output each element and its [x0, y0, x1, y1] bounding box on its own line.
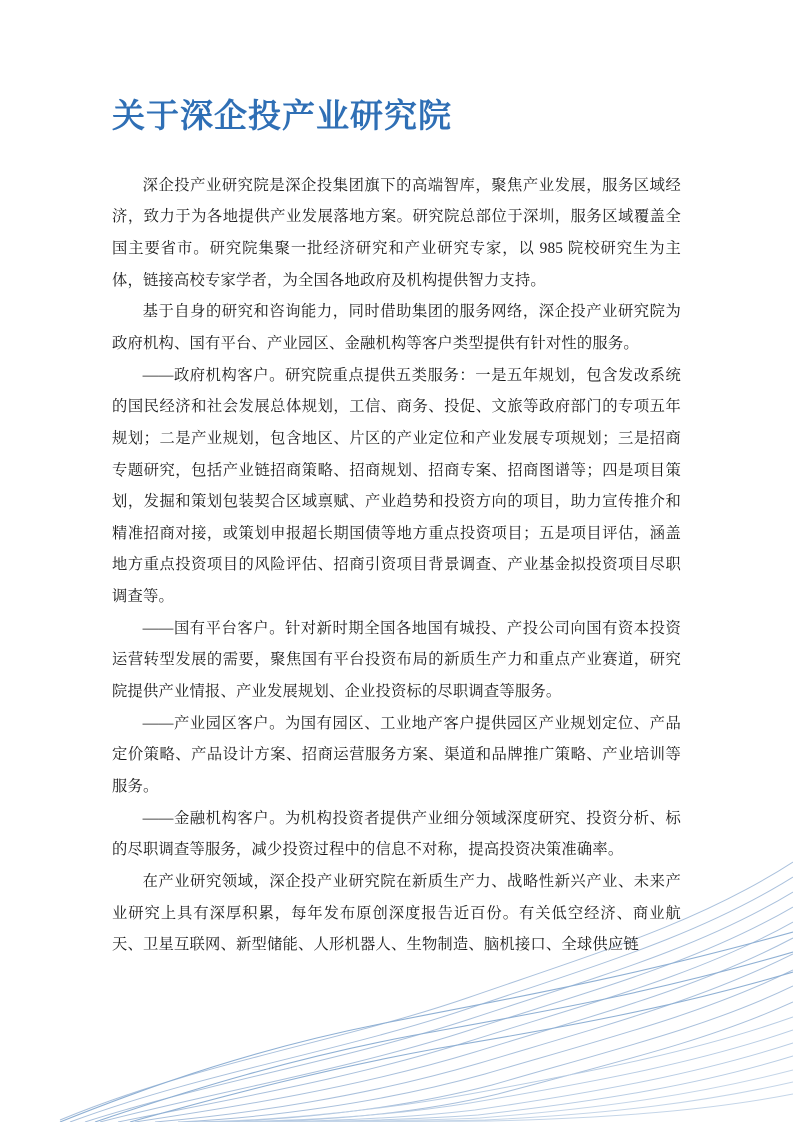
paragraph: 深企投产业研究院是深企投集团旗下的高端智库，聚焦产业发展，服务区域经济，致力于为各地提供产业发展落地方案。研究院总部位于深圳，服务区域覆盖全国主要省市。研究院集聚一批经济研究和产业研究专家，以 985 院校研究生为主体，链接高校专家学者，为全国各地政府及机构提供智力支持。	[112, 176, 681, 289]
paragraph: ——金融机构客户。为机构投资者提供产业细分领域深度研究、投资分析、标的尽职调查等服务，减少投资过程中的信息不对称，提高投资决策准确率。	[112, 809, 681, 859]
page-title: 关于深企投产业研究院	[112, 97, 452, 134]
paragraph: ——政府机构客户。研究院重点提供五类服务：一是五年规划，包含发改系统的国民经济和社会发展总体规划，工信、商务、投促、文旅等政府部门的专项五年规划；二是产业规划，包含地区、片区的产业定位和产业发展专项规划；三是招商专题研究，包括产业链招商策略、招商规划、招商专案、招商图谱等；四是项目策划，发掘和策划包装契合区域禀赋、产业趋势和投资方向的项目，助力宣传推介和精准招商对接，或策划申报超长期国债等地方重点投资项目；五是项目评估，涵盖地方重点投资项目的风险评估、招商引资项目背景调查、产业基金拟投资项目尽职调查等。	[112, 366, 681, 606]
paragraph: 在产业研究领域，深企投产业研究院在新质生产力、战略性新兴产业、未来产业研究上具有深厚积累，每年发布原创深度报告近百份。有关低空经济、商业航天、卫星互联网、新型储能、人形机器人、生物制造、脑机接口、全球供应链	[112, 873, 681, 954]
paragraph: ——产业园区客户。为国有园区、工业地产客户提供园区产业规划定位、产品定价策略、产品设计方案、招商运营服务方案、渠道和品牌推广策略、产业培训等服务。	[112, 714, 681, 796]
paragraph: ——国有平台客户。针对新时期全国各地国有城投、产投公司向国有资本投资运营转型发展的需要，聚焦国有平台投资布局的新质生产力和重点产业赛道，研究院提供产业情报、产业发展规划、企业投资标的尽职调查等服务。	[112, 619, 681, 701]
paragraph: 基于自身的研究和咨询能力，同时借助集团的服务网络，深企投产业研究院为政府机构、国有平台、产业园区、金融机构等客户类型提供有针对性的服务。	[112, 303, 681, 352]
